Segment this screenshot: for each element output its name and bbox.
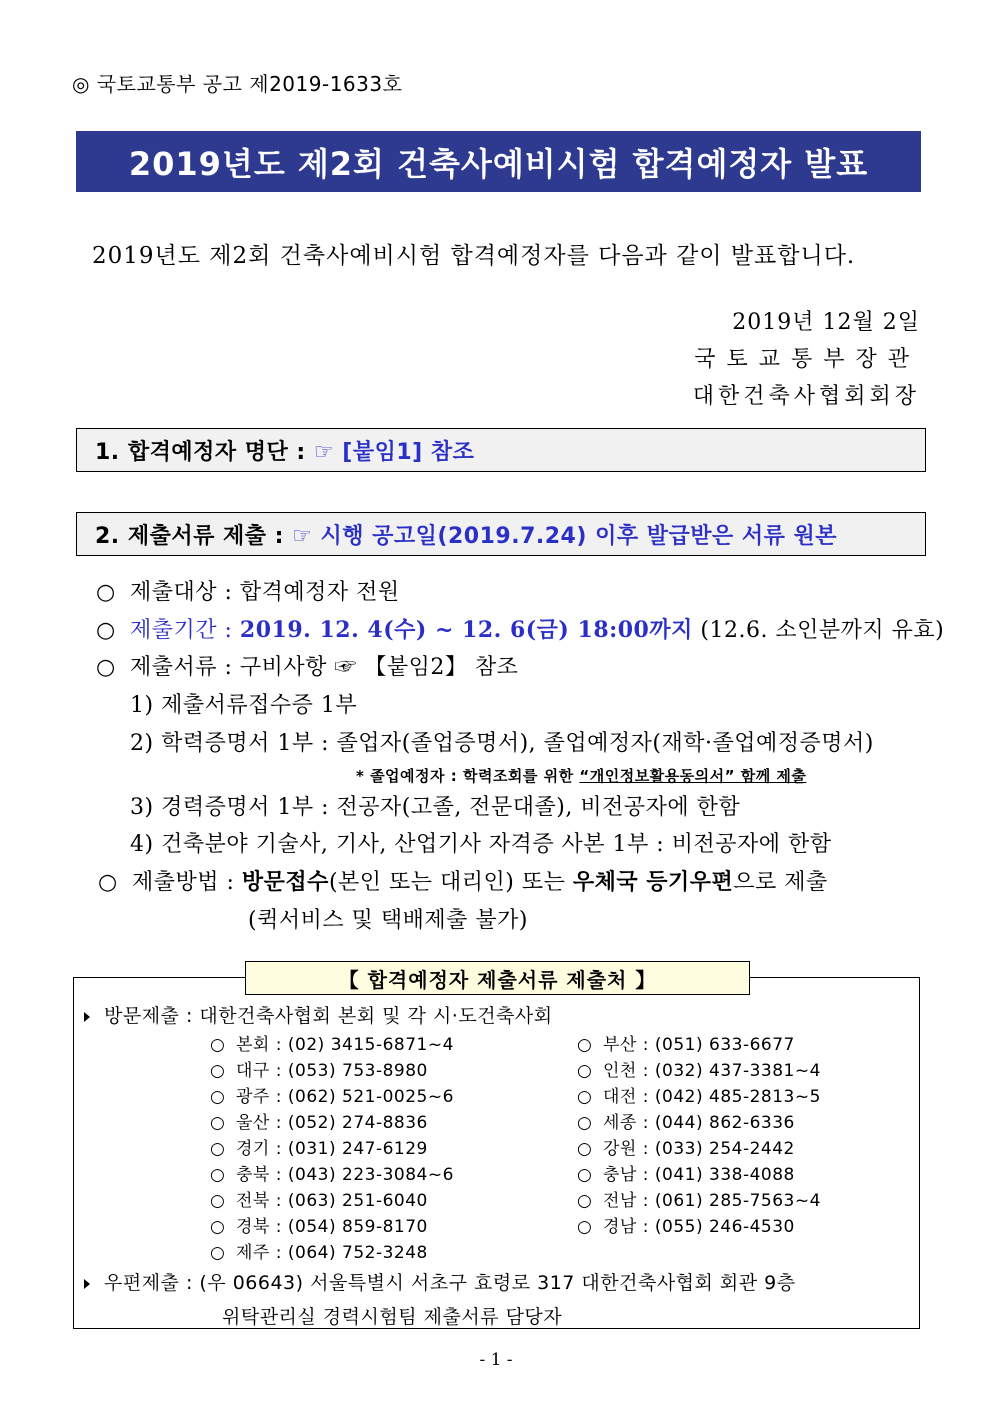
office-item <box>210 1134 428 1159</box>
office-name: 본회 <box>236 1035 270 1055</box>
office-item <box>210 1082 454 1107</box>
item-period-value: 2019. 12. 4(수) ~ 12. 6(금) 18:00까지 <box>239 617 693 643</box>
item-docs <box>96 650 518 681</box>
office-separator: : <box>269 1035 288 1055</box>
office-name: 경남 <box>603 1217 637 1237</box>
office-separator: : <box>636 1191 655 1211</box>
doc-1: 1) 제출서류접수증 1부 <box>130 693 358 718</box>
office-separator: : <box>269 1061 288 1081</box>
office-phone: (064) 752-3248 <box>287 1243 428 1263</box>
office-name: 광주 <box>236 1087 270 1107</box>
bullet-circle: ○ <box>98 870 118 895</box>
doc-2-note <box>356 765 806 786</box>
office-separator: : <box>636 1165 655 1185</box>
section-2-label: 2. 제출서류 제출 : <box>95 523 284 549</box>
office-separator: : <box>269 1217 288 1237</box>
item-method-visit: 방문접수 <box>241 869 329 895</box>
circle-bullet-icon: ○ <box>577 1191 593 1211</box>
intro-text: 2019년도 제2회 건축사예비시험 합격예정자를 다음과 같이 발표합니다. <box>92 243 856 269</box>
office-item <box>577 1186 821 1211</box>
office-separator: : <box>269 1113 288 1133</box>
section-2-ref: ☞ 시행 공고일(2019.7.24) 이후 발급받은 서류 원본 <box>292 523 838 549</box>
circle-bullet-icon: ○ <box>577 1035 593 1055</box>
doc-2-note-prefix: * 졸업예정자 : 학력조회를 위한 <box>356 767 574 785</box>
circle-bullet-icon: ○ <box>210 1139 226 1159</box>
triangle-bullet-icon <box>84 1012 90 1022</box>
office-phone: (062) 521-0025~6 <box>287 1087 454 1107</box>
office-phone: (043) 223-3084~6 <box>287 1165 454 1185</box>
office-separator: : <box>269 1243 288 1263</box>
office-separator: : <box>636 1113 655 1133</box>
office-name: 울산 <box>236 1113 270 1133</box>
office-separator: : <box>636 1217 655 1237</box>
circle-bullet-icon: ○ <box>577 1113 593 1133</box>
office-item <box>210 1108 428 1133</box>
signature-minister: 국토교통부장관 <box>694 347 920 372</box>
doc-4: 4) 건축분야 기술사, 기사, 산업기사 자격증 사본 1부 : 비전공자에 한함 <box>130 832 832 857</box>
office-name: 경북 <box>236 1217 270 1237</box>
circle-bullet-icon: ○ <box>210 1087 226 1107</box>
office-phone: (041) 338-4088 <box>654 1165 795 1185</box>
item-method-text-2: 으로 제출 <box>733 870 828 895</box>
office-phone: (032) 437-3381~4 <box>654 1061 821 1081</box>
office-name: 강원 <box>603 1139 637 1159</box>
office-phone: (051) 633-6677 <box>654 1035 795 1055</box>
circle-bullet-icon: ○ <box>210 1035 226 1055</box>
office-name: 전남 <box>603 1191 637 1211</box>
office-separator: : <box>636 1087 655 1107</box>
item-docs-text: 제출서류 : 구비사항 ☞ 【붙임2】 참조 <box>130 655 519 680</box>
office-item <box>577 1082 821 1107</box>
office-item <box>577 1030 795 1055</box>
circle-bullet-icon: ○ <box>577 1165 593 1185</box>
item-method-mail: 우체국 등기우편 <box>572 869 734 895</box>
office-separator: : <box>269 1191 288 1211</box>
circle-bullet-icon: ○ <box>210 1113 226 1133</box>
office-phone: (054) 859-8170 <box>287 1217 428 1237</box>
office-name: 충남 <box>603 1165 637 1185</box>
visit-submission <box>84 1001 553 1028</box>
item-period <box>96 613 944 644</box>
triangle-bullet-icon <box>84 1279 90 1289</box>
office-phone: (031) 247-6129 <box>287 1139 428 1159</box>
office-phone: (02) 3415-6871~4 <box>287 1035 454 1055</box>
office-phone: (061) 285-7563~4 <box>654 1191 821 1211</box>
office-separator: : <box>269 1087 288 1107</box>
signature-date: 2019년 12월 2일 <box>732 310 920 335</box>
office-separator: : <box>269 1165 288 1185</box>
section-1-header <box>76 428 926 472</box>
item-period-note: (12.6. 소인분까지 유효) <box>700 618 945 643</box>
item-period-label: 제출기간 : <box>130 618 233 643</box>
circle-bullet-icon: ○ <box>577 1061 593 1081</box>
method-note: (퀵서비스 및 택배제출 불가) <box>248 908 528 933</box>
office-item <box>577 1108 795 1133</box>
section-1-label: 1. 합격예정자 명단 : <box>95 439 306 465</box>
circle-bullet-icon: ○ <box>210 1243 226 1263</box>
office-item <box>577 1160 795 1185</box>
office-phone: (052) 274-8836 <box>287 1113 428 1133</box>
mail-submission-detail: 위탁관리실 경력시험팀 제출서류 담당자 <box>222 1306 563 1328</box>
office-heading: 【 합격예정자 제출서류 제출처 】 <box>245 961 750 995</box>
circle-bullet-icon: ○ <box>210 1061 226 1081</box>
office-item <box>210 1212 428 1237</box>
mail-submission <box>84 1268 796 1295</box>
office-name: 대구 <box>236 1061 270 1081</box>
office-separator: : <box>269 1139 288 1159</box>
office-phone: (044) 862-6336 <box>654 1113 795 1133</box>
office-name: 부산 <box>603 1035 637 1055</box>
circle-bullet-icon: ○ <box>210 1217 226 1237</box>
item-method-text-1: (본인 또는 대리인) 또는 <box>328 870 566 895</box>
circle-bullet-icon: ○ <box>210 1191 226 1211</box>
bullet-circle: ○ <box>96 618 116 643</box>
page-number: - 1 - <box>479 1350 513 1370</box>
office-name: 경기 <box>236 1139 270 1159</box>
office-phone: (063) 251-6040 <box>287 1191 428 1211</box>
page-title: 2019년도 제2회 건축사예비시험 합격예정자 발표 <box>76 131 921 192</box>
office-phone: (033) 254-2442 <box>654 1139 795 1159</box>
office-name: 제주 <box>236 1243 270 1263</box>
office-separator: : <box>636 1061 655 1081</box>
section-1-ref: ☞ [붙임1] 참조 <box>313 439 475 465</box>
visit-submission-text: 방문제출 : 대한건축사협회 본회 및 각 시·도건축사회 <box>104 1005 553 1027</box>
office-item <box>210 1160 454 1185</box>
bullet-circle: ○ <box>96 655 116 680</box>
mail-submission-text: 우편제출 : (우 06643) 서울특별시 서초구 효령로 317 대한건축사협회 회관 9층 <box>104 1272 796 1294</box>
office-item <box>210 1186 428 1211</box>
circle-bullet-icon: ○ <box>577 1087 593 1107</box>
notice-number: ◎ 국토교통부 공고 제2019-1633호 <box>72 72 403 96</box>
signature-association: 대한건축사협회회장 <box>692 384 920 409</box>
office-item <box>577 1056 821 1081</box>
office-item <box>210 1238 428 1263</box>
office-separator: : <box>636 1139 655 1159</box>
office-item <box>210 1056 428 1081</box>
office-name: 충북 <box>236 1165 270 1185</box>
doc-2: 2) 학력증명서 1부 : 졸업자(졸업증명서), 졸업예정자(재학·졸업예정증명서) <box>130 731 874 756</box>
item-target <box>96 575 400 606</box>
office-item <box>577 1212 795 1237</box>
office-name: 대전 <box>603 1087 637 1107</box>
office-phone: (042) 485-2813~5 <box>654 1087 821 1107</box>
office-name: 전북 <box>236 1191 270 1211</box>
office-item <box>210 1030 454 1055</box>
item-method <box>98 865 828 896</box>
circle-bullet-icon: ○ <box>577 1139 593 1159</box>
doc-3: 3) 경력증명서 1부 : 전공자(고졸, 전문대졸), 비전공자에 한함 <box>130 795 741 820</box>
item-method-label: 제출방법 : <box>132 870 235 895</box>
office-item <box>577 1134 795 1159</box>
office-name: 인천 <box>603 1061 637 1081</box>
office-separator: : <box>636 1035 655 1055</box>
office-phone: (053) 753-8980 <box>287 1061 428 1081</box>
bullet-circle: ○ <box>96 580 116 605</box>
office-name: 세종 <box>603 1113 637 1133</box>
doc-2-note-underline: “개인정보활용동의서” 함께 제출 <box>579 767 807 785</box>
office-phone: (055) 246-4530 <box>654 1217 795 1237</box>
circle-bullet-icon: ○ <box>577 1217 593 1237</box>
item-target-text: 제출대상 : 합격예정자 전원 <box>130 580 400 605</box>
section-2-header <box>76 512 926 556</box>
circle-bullet-icon: ○ <box>210 1165 226 1185</box>
